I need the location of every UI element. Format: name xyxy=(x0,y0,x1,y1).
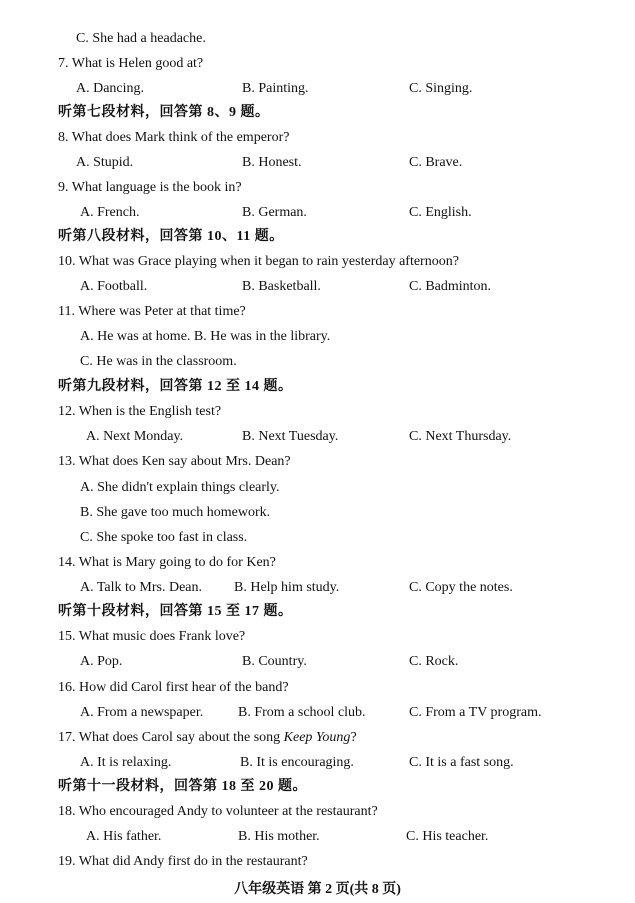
option-b: B. From a school club. xyxy=(238,705,366,720)
section-instruction-8: 听第八段材料，回答第 10、11 题。 xyxy=(58,229,284,244)
option-a: A. Pop. xyxy=(80,654,123,669)
option-a: A. From a newspaper. xyxy=(80,705,204,720)
option-b: B. Basketball. xyxy=(242,279,321,294)
option-b: B. Next Tuesday. xyxy=(242,429,339,444)
option-line: C. She had a headache. xyxy=(76,31,206,46)
option-line: A. She didn't explain things clearly. xyxy=(80,480,280,495)
option-line: C. He was in the classroom. xyxy=(80,354,237,369)
option-line: C. She spoke too fast in class. xyxy=(80,530,248,545)
page-footer: 八年级英语 第 2 页(共 8 页) xyxy=(234,882,401,897)
option-a: A. His father. xyxy=(86,829,162,844)
question-14: 14. What is Mary going to do for Ken? xyxy=(58,555,276,570)
option-c: C. English. xyxy=(409,205,472,220)
question-17-text: 17. What does Carol say about the song xyxy=(58,730,284,745)
question-19: 19. What did Andy first do in the restaurant? xyxy=(58,854,308,869)
option-a: A. Next Monday. xyxy=(86,429,184,444)
option-b: B. Honest. xyxy=(242,155,302,170)
question-9: 9. What language is the book in? xyxy=(58,180,242,195)
option-a: A. Football. xyxy=(80,279,148,294)
option-c: C. Singing. xyxy=(409,81,473,96)
option-line: B. She gave too much homework. xyxy=(80,505,271,520)
option-b: B. Help him study. xyxy=(234,580,340,595)
question-10: 10. What was Grace playing when it began to rain yesterday afternoon? xyxy=(58,254,459,269)
song-title: Keep Young xyxy=(283,730,351,745)
question-7: 7. What is Helen good at? xyxy=(58,56,204,71)
option-c: C. Badminton. xyxy=(409,279,492,294)
option-b: B. His mother. xyxy=(238,829,320,844)
option-b: B. It is encouraging. xyxy=(240,755,354,770)
question-8: 8. What does Mark think of the emperor? xyxy=(58,130,290,145)
question-11: 11. Where was Peter at that time? xyxy=(58,304,246,319)
section-instruction-9: 听第九段材料，回答第 12 至 14 题。 xyxy=(58,379,293,394)
option-c: C. Rock. xyxy=(409,654,459,669)
option-c: C. His teacher. xyxy=(406,829,489,844)
option-c: C. Brave. xyxy=(409,155,463,170)
option-c: C. From a TV program. xyxy=(409,705,542,720)
question-mark: ? xyxy=(350,730,357,745)
option-a: A. It is relaxing. xyxy=(80,755,172,770)
option-line: A. He was at home. B. He was in the library. xyxy=(80,329,331,344)
question-18: 18. Who encouraged Andy to volunteer at the restaurant? xyxy=(58,804,378,819)
option-c: C. Copy the notes. xyxy=(409,580,513,595)
question-16: 16. How did Carol first hear of the band? xyxy=(58,680,289,695)
option-b: B. Country. xyxy=(242,654,307,669)
question-17 xyxy=(58,729,357,747)
option-a: A. Dancing. xyxy=(76,81,145,96)
section-instruction-10: 听第十段材料，回答第 15 至 17 题。 xyxy=(58,604,293,619)
question-15: 15. What music does Frank love? xyxy=(58,629,246,644)
option-b: B. German. xyxy=(242,205,307,220)
option-a: A. Talk to Mrs. Dean. xyxy=(80,580,203,595)
section-instruction-11: 听第十一段材料，回答第 18 至 20 题。 xyxy=(58,779,307,794)
option-c: C. Next Thursday. xyxy=(409,429,512,444)
question-13: 13. What does Ken say about Mrs. Dean? xyxy=(58,454,291,469)
question-12: 12. When is the English test? xyxy=(58,404,222,419)
option-b: B. Painting. xyxy=(242,81,309,96)
option-a: A. Stupid. xyxy=(76,155,134,170)
option-c: C. It is a fast song. xyxy=(409,755,514,770)
section-instruction-7: 听第七段材料，回答第 8、9 题。 xyxy=(58,105,270,120)
option-a: A. French. xyxy=(80,205,140,220)
